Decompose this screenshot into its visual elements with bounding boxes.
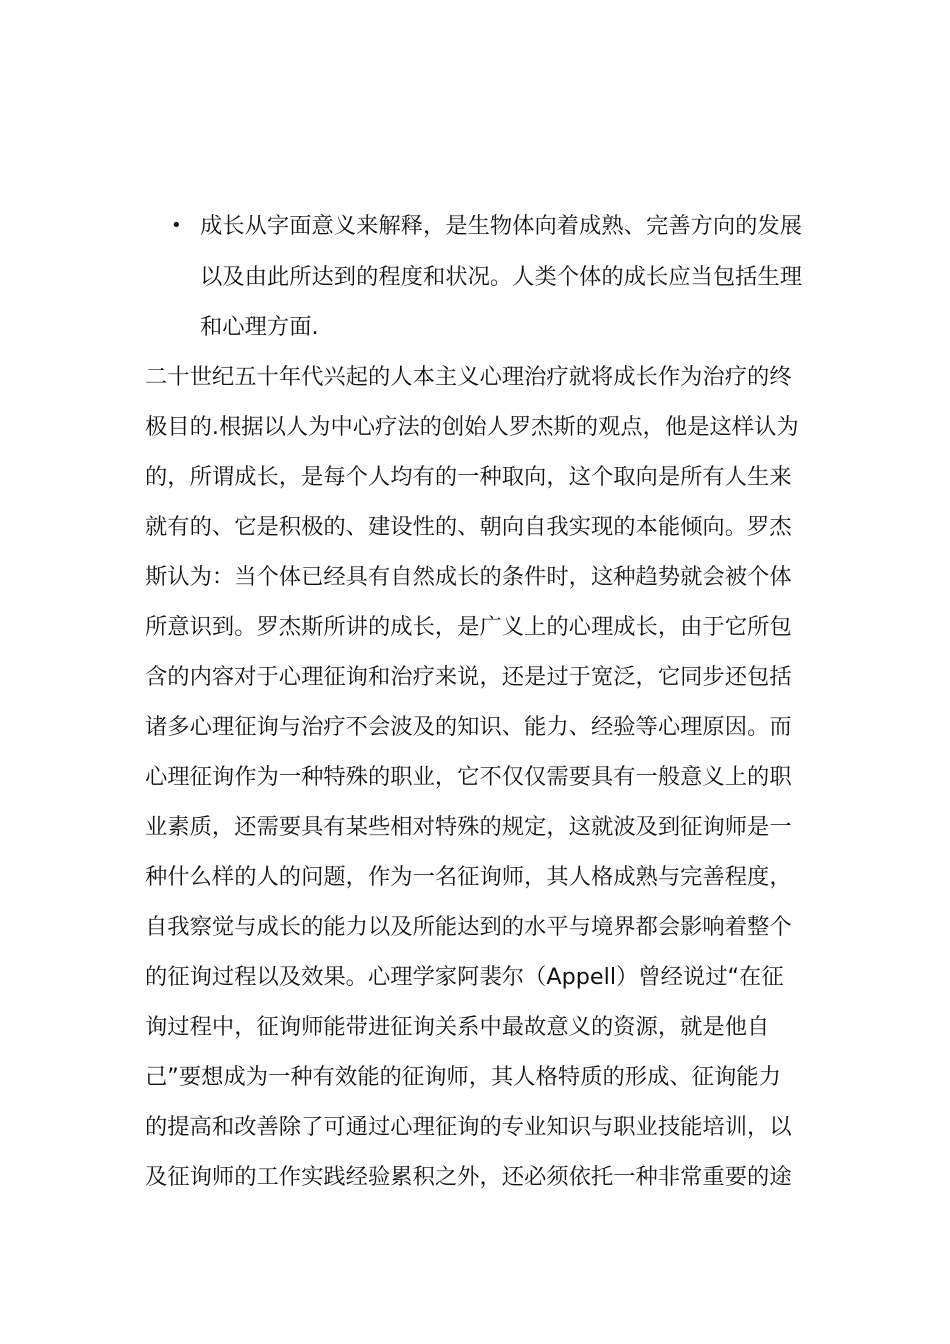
paragraph-line-1: 二十世纪五十年代兴起的人本主义心理治疗就将成长作为治疗的终 (145, 364, 792, 390)
paragraph-line-2: 极目的.根据以人为中心疗法的创始人罗杰斯的观点，他是这样认为 (145, 414, 799, 440)
paragraph-line-10: 业素质，还需要具有某些相对特殊的规定，这就波及到征询师是一 (145, 814, 792, 840)
paragraph-line-12: 自我察觉与成长的能力以及所能达到的水平与境界都会影响着整个 (145, 914, 792, 940)
paragraph-line-7: 含的内容对于心理征询和治疗来说，还是过于宽泛，它同步还包括 (145, 664, 792, 690)
bullet-text-line-1: 成长从字面意义来解释，是生物体向着成熟、完善方向的发展 (200, 213, 803, 239)
paragraph-line-11: 种什么样的人的问题，作为一名征询师，其人格成熟与完善程度， (145, 864, 792, 890)
paragraph-line-17: 及征询师的工作实践经验累积之外，还必须依托一种非常重要的途 (145, 1164, 792, 1190)
paragraph-line-4: 就有的、它是积极的、建设性的、朝向自我实现的本能倾向。罗杰 (145, 514, 792, 540)
bullet-text-line-3: 和心理方面. (200, 314, 319, 340)
paragraph-line-16: 的提高和改善除了可通过心理征询的专业知识与职业技能培训，以 (145, 1114, 792, 1140)
paragraph-line-9: 心理征询作为一种特殊的职业，它不仅仅需要具有一般意义上的职 (145, 764, 792, 790)
bullet-text-line-2: 以及由此所达到的程度和状况。人类个体的成长应当包括生理 (200, 264, 803, 290)
bullet-marker: • (171, 215, 182, 236)
paragraph-line-14: 询过程中，征询师能带进征询关系中最故意义的资源，就是他自 (145, 1014, 770, 1040)
paragraph-line-6: 所意识到。罗杰斯所讲的成长，是广义上的心理成长，由于它所包 (145, 614, 792, 640)
paragraph-line-13: 的征询过程以及效果。心理学家阿裴尔（Appell）曾经说过“在征 (145, 964, 784, 990)
paragraph-line-8: 诸多心理征询与治疗不会波及的知识、能力、经验等心理原因。而 (145, 714, 792, 740)
paragraph-line-3: 的，所谓成长，是每个人均有的一种取向，这个取向是所有人生来 (145, 464, 792, 490)
paragraph-line-5: 斯认为：当个体已经具有自然成长的条件时，这种趋势就会被个体 (145, 564, 792, 590)
paragraph-line-15: 己”要想成为一种有效能的征询师，其人格特质的形成、征询能力 (145, 1064, 781, 1090)
